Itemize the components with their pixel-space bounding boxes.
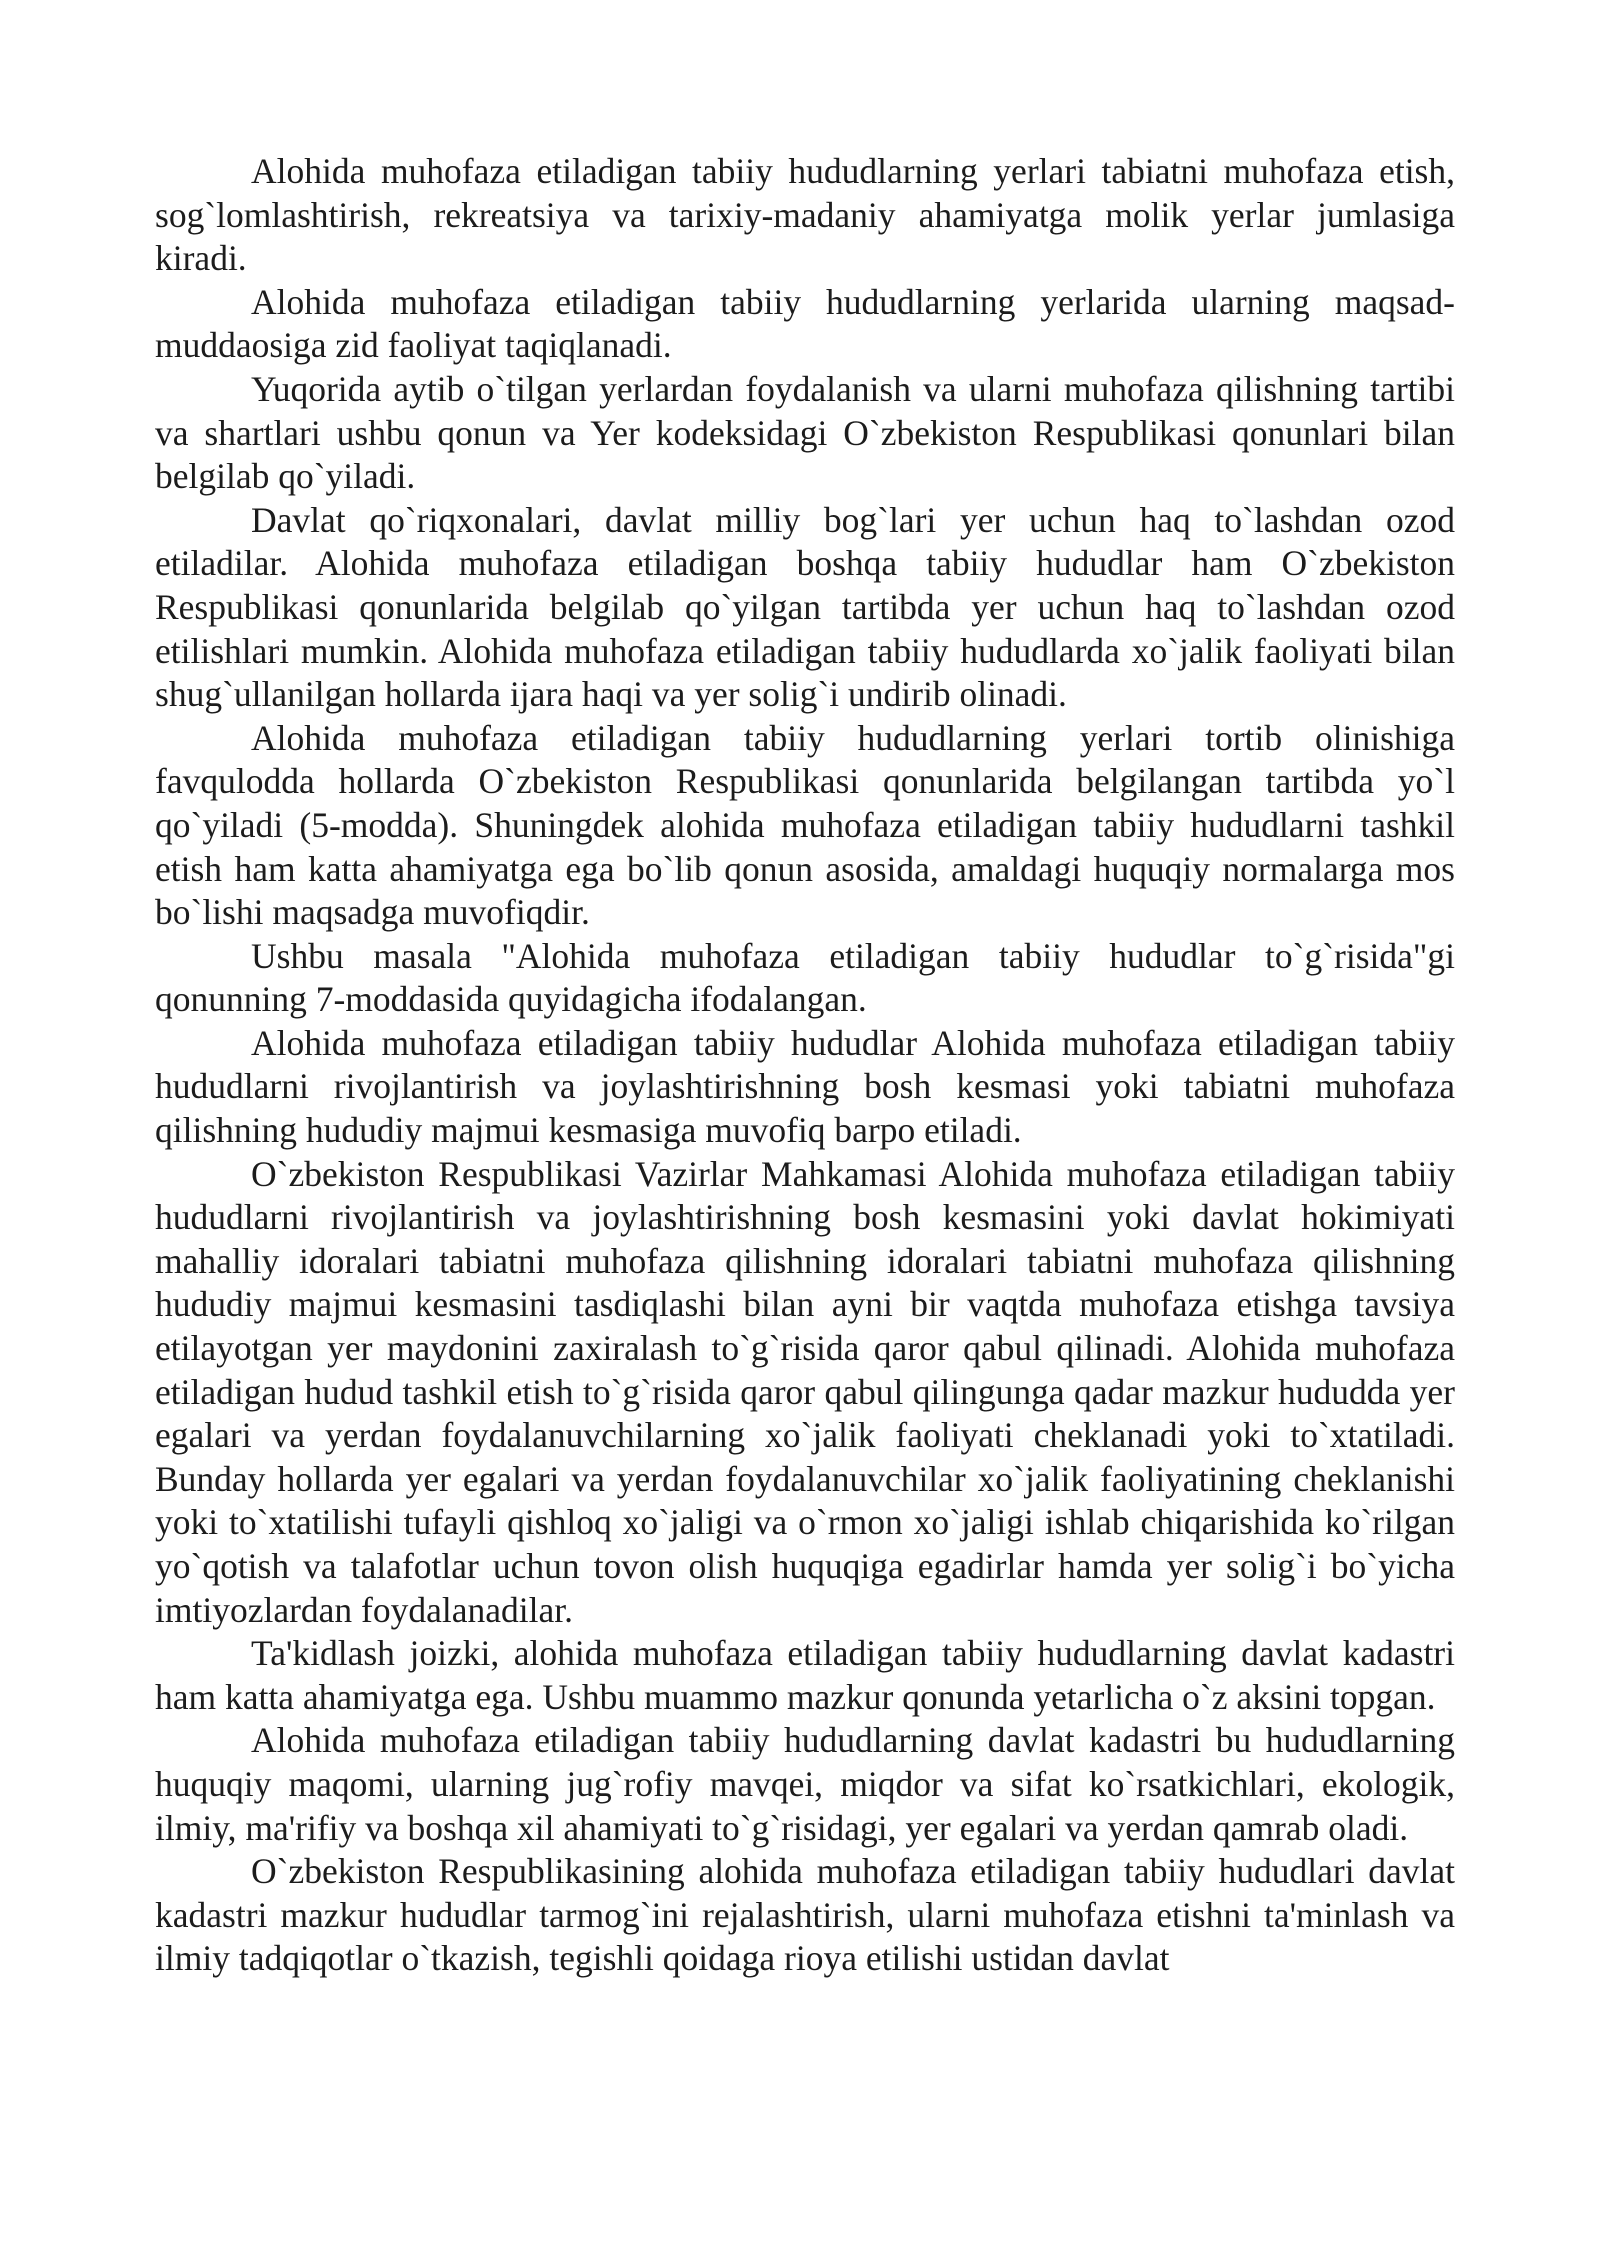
paragraph-11: O`zbekiston Respublikasining alohida muhofaza etiladigan tabiiy hududlari davlat kadastri mazkur hududlar tarmog`ini rejalashtirish, ularni muhofaza etishni ta'minlash va ilmiy tadqiqotlar o`tkazish, tegishli qoidaga rioya etilishi ustidan davlat [155, 1851, 1455, 1979]
paragraph-5: Alohida muhofaza etiladigan tabiiy hududlarning yerlari tortib olinishiga favqulodda hollarda O`zbekiston Respublikasi qonunlarida belgilangan tartibda yo`l qo`yiladi (5-modda). Shuningdek alohida muhofaza etiladigan tabiiy hududlarni tashkil etish ham katta ahamiyatga ega bo`lib qonun asosida, amaldagi huquqiy normalarga mos bo`lishi maqsadga muvofiqdir. [155, 717, 1455, 933]
paragraph-2: Alohida muhofaza etiladigan tabiiy hududlarning yerlarida ularning maqsad-muddaosiga zid faoliyat taqiqlanadi. [155, 281, 1455, 366]
paragraph-9: Ta'kidlash joizki, alohida muhofaza etiladigan tabiiy hududlarning davlat kadastri ham katta ahamiyatga ega. Ushbu muammo mazkur qonunda yetarlicha o`z aksini topgan. [155, 1633, 1455, 1717]
paragraph-10: Alohida muhofaza etiladigan tabiiy hududlarning davlat kadastri bu hududlarning huquqiy maqomi, ularning jug`rofiy mavqei, miqdor va sifat ko`rsatkichlari, ekologik, ilmiy, ma'rifiy va boshqa xil ahamiyati to`g`risidagi, yer egalari va yerdan qamrab oladi. [155, 1720, 1455, 1848]
document-page [155, 150, 1455, 1981]
paragraph-4: Davlat qo`riqxonalari, davlat milliy bog`lari yer uchun haq to`lashdan ozod etiladilar. Alohida muhofaza etiladigan boshqa tabiiy hududlar ham O`zbekiston Respublikasi qonunlarida belgilab qo`yilgan tartibda yer uchun haq to`lashdan ozod etilishlari mumkin. Alohida muhofaza etiladigan tabiiy hududlarda xo`jalik faoliyati bilan shug`ullanilgan hollarda ijara haqi va yer solig`i undirib olinadi. [155, 499, 1455, 715]
paragraph-6: Ushbu masala "Alohida muhofaza etiladigan tabiiy hududlar to`g`risida"gi qonunning 7-moddasida quyidagicha ifodalangan. [155, 935, 1455, 1020]
paragraph-3: Yuqorida aytib o`tilgan yerlardan foydalanish va ularni muhofaza qilishning tartibi va shartlari ushbu qonun va Yer kodeksidagi O`zbekiston Respublikasi qonunlari bilan belgilab qo`yiladi. [155, 368, 1455, 497]
paragraph-7: Alohida muhofaza etiladigan tabiiy hududlar Alohida muhofaza etiladigan tabiiy hududlarni rivojlantirish va joylashtirishning bosh kesmasi yoki tabiatni muhofaza qilishning hududiy majmui kesmasiga muvofiq barpo etiladi. [155, 1022, 1455, 1151]
paragraph-8: O`zbekiston Respublikasi Vazirlar Mahkamasi Alohida muhofaza etiladigan tabiiy hududlarni rivojlantirish va joylashtirishning bosh kesmasini yoki davlat hokimiyati mahalliy idoralari tabiatni muhofaza qilishning idoralari tabiatni muhofaza qilishning hududiy majmui kesmasini tasdiqlashi bilan ayni bir vaqtda muhofaza etishga tavsiya etilayotgan yer maydonini zaxiralash to`g`risida qaror qabul qilinadi. Alohida muhofaza etiladigan hudud tashkil etish to`g`risida qaror qabul qilingunga qadar mazkur hududda yer egalari va yerdan foydalanuvchilarning xo`jalik faoliyati cheklanadi yoki to`xtatiladi. Bunday hollarda yer egalari va yerdan foydalanuvchilar xo`jalik faoliyatining cheklanishi yoki to`xtatilishi tufayli qishloq xo`jaligi va o`rmon xo`jaligi ishlab chiqarishida ko`rilgan yo`qotish va talafotlar uchun tovon olish huquqiga egadirlar hamda yer solig`i bo`yicha imtiyozlardan foydalanadilar. [155, 1153, 1455, 1630]
paragraph-1: Alohida muhofaza etiladigan tabiiy hududlarning yerlari tabiatni muhofaza etish, sog`lomlashtirish, rekreatsiya va tarixiy-madaniy ahamiyatga molik yerlar jumlasiga kiradi. [155, 151, 1455, 279]
